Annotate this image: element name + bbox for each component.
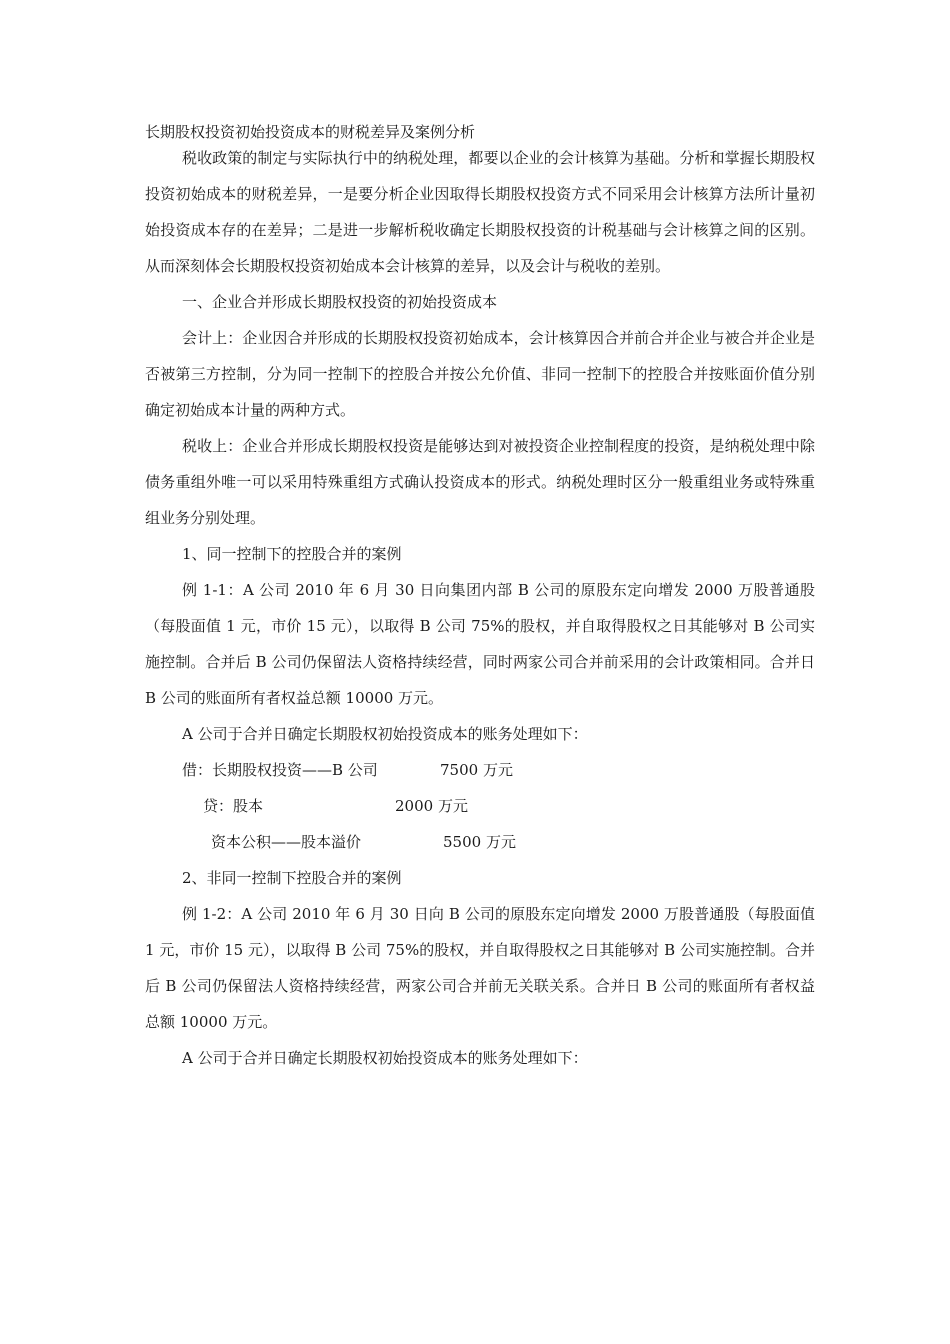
journal-credit-line-2: [145, 824, 815, 860]
accounting-paragraph: 会计上：企业因合并形成的长期股权投资初始成本，会计核算因合并前合并企业与被合并企业是否被第三方控制，分为同一控制下的控股合并按公允价值、非同一控制下的控股合并按账面价值分别确定初始成本计量的两种方式。: [145, 329, 815, 419]
journal-debit-label: 借：长期股权投资——B 公司: [182, 761, 378, 779]
case2-heading: 2、非同一控制下控股合并的案例: [182, 869, 402, 887]
journal-credit2-label: 资本公积——股本溢价: [211, 833, 362, 851]
intro-paragraph: 税收政策的制定与实际执行中的纳税处理，都要以企业的会计核算为基础。分析和掌握长期股权投资初始成本的财税差异，一是要分析企业因取得长期股权投资方式不同采用会计核算方法所计量初始投资成本存的在差异；二是进一步解析税收确定长期股权投资的计税基础与会计核算之间的区别。从而深刻体会长期股权投资初始成本会计核算的差异，以及会计与税收的差别。: [145, 149, 815, 275]
section-heading: 一、企业合并形成长期股权投资的初始投资成本: [182, 293, 498, 311]
document-page: [145, 122, 815, 1076]
journal-debit-line: [145, 752, 815, 788]
journal-credit2-amount: 5500 万元: [443, 833, 516, 851]
journal-credit1-label: 贷：股本: [203, 797, 264, 815]
entry-intro-1: A 公司于合并日确定长期股权初始投资成本的账务处理如下：: [182, 725, 588, 743]
document-title: 长期股权投资初始投资成本的财税差异及案例分析: [145, 123, 476, 141]
tax-paragraph: 税收上：企业合并形成长期股权投资是能够达到对被投资企业控制程度的投资，是纳税处理中除债务重组外唯一可以采用特殊重组方式确认投资成本的形式。纳税处理时区分一般重组业务或特殊重组业务分别处理。: [145, 437, 815, 527]
journal-credit1-amount: 2000 万元: [395, 797, 468, 815]
journal-debit-amount: 7500 万元: [440, 761, 513, 779]
case1-heading: 1、同一控制下的控股合并的案例: [182, 545, 402, 563]
journal-credit-line-1: [145, 788, 815, 824]
example2-paragraph: 例 1-2：A 公司 2010 年 6 月 30 日向 B 公司的原股东定向增发 2000 万股普通股（每股面值 1 元，市价 15 元），以取得 B 公司 75%的股权，并自取得股权之日其能够对 B 公司实施控制。合并后 B 公司仍保留法人资格持续经营，两家公司合并前无关联关系。合并日 B 公司的账面所有者权益总额 10000 万元。: [145, 905, 815, 1031]
entry-intro-2: A 公司于合并日确定长期股权初始投资成本的账务处理如下：: [182, 1049, 588, 1067]
example1-paragraph: 例 1-1：A 公司 2010 年 6 月 30 日向集团内部 B 公司的原股东定向增发 2000 万股普通股（每股面值 1 元，市价 15 元），以取得 B 公司 75%的股权，并自取得股权之日其能够对 B 公司实施控制。合并后 B 公司仍保留法人资格持续经营，同时两家公司合并前采用的会计政策相同。合并日 B 公司的账面所有者权益总额 10000 万元。: [145, 581, 815, 707]
